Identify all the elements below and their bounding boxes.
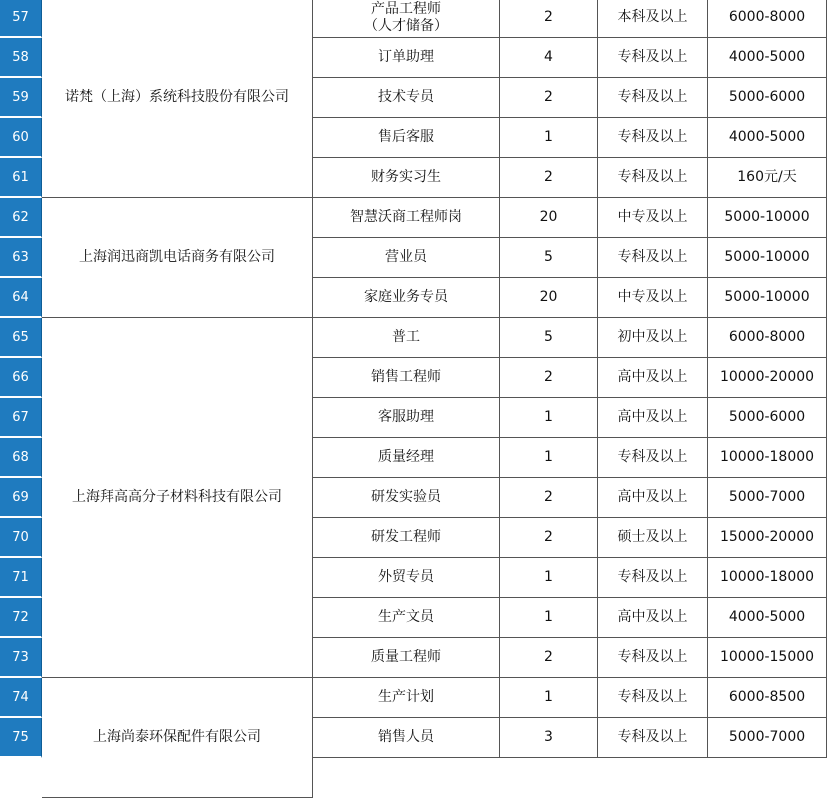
cell-count: 1	[500, 678, 598, 718]
cell-position: 普工	[313, 318, 500, 358]
row-number: 68	[0, 438, 42, 478]
row-number: 59	[0, 78, 42, 118]
row-number: 60	[0, 118, 42, 158]
cell-salary: 6000-8000	[708, 318, 827, 358]
row-number: 61	[0, 158, 42, 198]
cell-salary: 5000-10000	[708, 278, 827, 318]
row-number: 70	[0, 518, 42, 558]
cell-salary: 5000-7000	[708, 718, 827, 758]
cell-position: 家庭业务专员	[313, 278, 500, 318]
cell-position: 研发实验员	[313, 478, 500, 518]
cell-edu: 专科及以上	[598, 638, 708, 678]
company-name: 上海拜高高分子材料科技有限公司	[42, 318, 313, 678]
cell-salary: 4000-5000	[708, 38, 827, 78]
cell-salary: 4000-5000	[708, 598, 827, 638]
cell-salary: 10000-18000	[708, 438, 827, 478]
row-number: 66	[0, 358, 42, 398]
cell-edu: 初中及以上	[598, 318, 708, 358]
row-number: 74	[0, 678, 42, 718]
cell-edu: 高中及以上	[598, 358, 708, 398]
row-number: 71	[0, 558, 42, 598]
company-name: 上海润迅商凯电话商务有限公司	[42, 198, 313, 318]
cell-position: 客服助理	[313, 398, 500, 438]
cell-position: 生产计划	[313, 678, 500, 718]
cell-count: 5	[500, 238, 598, 278]
row-number: 57	[0, 0, 42, 38]
cell-salary: 6000-8000	[708, 0, 827, 38]
cell-count: 2	[500, 78, 598, 118]
cell-position: 销售工程师	[313, 358, 500, 398]
cell-count: 20	[500, 198, 598, 238]
cell-position: 销售人员	[313, 718, 500, 758]
cell-position: 质量经理	[313, 438, 500, 478]
cell-count: 1	[500, 558, 598, 598]
cell-edu: 专科及以上	[598, 438, 708, 478]
cell-salary: 5000-7000	[708, 478, 827, 518]
cell-salary: 5000-10000	[708, 198, 827, 238]
cell-salary: 5000-6000	[708, 398, 827, 438]
row-number: 69	[0, 478, 42, 518]
cell-salary: 10000-20000	[708, 358, 827, 398]
cell-count: 3	[500, 718, 598, 758]
cell-position: 智慧沃商工程师岗	[313, 198, 500, 238]
cell-edu: 中专及以上	[598, 198, 708, 238]
cell-position: 质量工程师	[313, 638, 500, 678]
cell-edu: 硕士及以上	[598, 518, 708, 558]
cell-position: 技术专员	[313, 78, 500, 118]
cell-salary: 5000-6000	[708, 78, 827, 118]
cell-count: 4	[500, 38, 598, 78]
company-name: 诺梵（上海）系统科技股份有限公司	[42, 0, 313, 198]
cell-edu: 专科及以上	[598, 78, 708, 118]
cell-position: 财务实习生	[313, 158, 500, 198]
cell-edu: 专科及以上	[598, 718, 708, 758]
cell-salary: 10000-18000	[708, 558, 827, 598]
cell-salary: 10000-15000	[708, 638, 827, 678]
row-number: 63	[0, 238, 42, 278]
cell-position: 订单助理	[313, 38, 500, 78]
cell-count: 2	[500, 158, 598, 198]
cell-salary: 6000-8500	[708, 678, 827, 718]
cell-count: 1	[500, 398, 598, 438]
cell-edu: 专科及以上	[598, 238, 708, 278]
row-number: 62	[0, 198, 42, 238]
row-number: 75	[0, 718, 42, 758]
row-number: 65	[0, 318, 42, 358]
cell-count: 1	[500, 598, 598, 638]
cell-edu: 专科及以上	[598, 678, 708, 718]
cell-edu: 中专及以上	[598, 278, 708, 318]
cell-count: 20	[500, 278, 598, 318]
cell-position: 生产文员	[313, 598, 500, 638]
cell-count: 5	[500, 318, 598, 358]
cell-salary: 160元/天	[708, 158, 827, 198]
row-number: 64	[0, 278, 42, 318]
cell-salary: 4000-5000	[708, 118, 827, 158]
cell-count: 2	[500, 358, 598, 398]
cell-count: 2	[500, 638, 598, 678]
cell-edu: 专科及以上	[598, 118, 708, 158]
cell-edu: 高中及以上	[598, 478, 708, 518]
cell-count: 2	[500, 478, 598, 518]
cell-position: 售后客服	[313, 118, 500, 158]
row-number: 73	[0, 638, 42, 678]
cell-salary: 5000-10000	[708, 238, 827, 278]
row-number: 67	[0, 398, 42, 438]
cell-count: 2	[500, 0, 598, 38]
cell-edu: 高中及以上	[598, 598, 708, 638]
cell-position: 外贸专员	[313, 558, 500, 598]
cell-count: 2	[500, 518, 598, 558]
cell-position: 产品工程师 （人才储备）	[313, 0, 500, 38]
cell-edu: 专科及以上	[598, 558, 708, 598]
cell-salary: 15000-20000	[708, 518, 827, 558]
cell-edu: 专科及以上	[598, 158, 708, 198]
row-number: 58	[0, 38, 42, 78]
cell-count: 1	[500, 118, 598, 158]
company-name: 上海尚泰环保配件有限公司	[42, 678, 313, 798]
cell-edu: 专科及以上	[598, 38, 708, 78]
cell-position: 营业员	[313, 238, 500, 278]
cell-count: 1	[500, 438, 598, 478]
cell-edu: 高中及以上	[598, 398, 708, 438]
row-number: 72	[0, 598, 42, 638]
cell-edu: 本科及以上	[598, 0, 708, 38]
cell-position: 研发工程师	[313, 518, 500, 558]
